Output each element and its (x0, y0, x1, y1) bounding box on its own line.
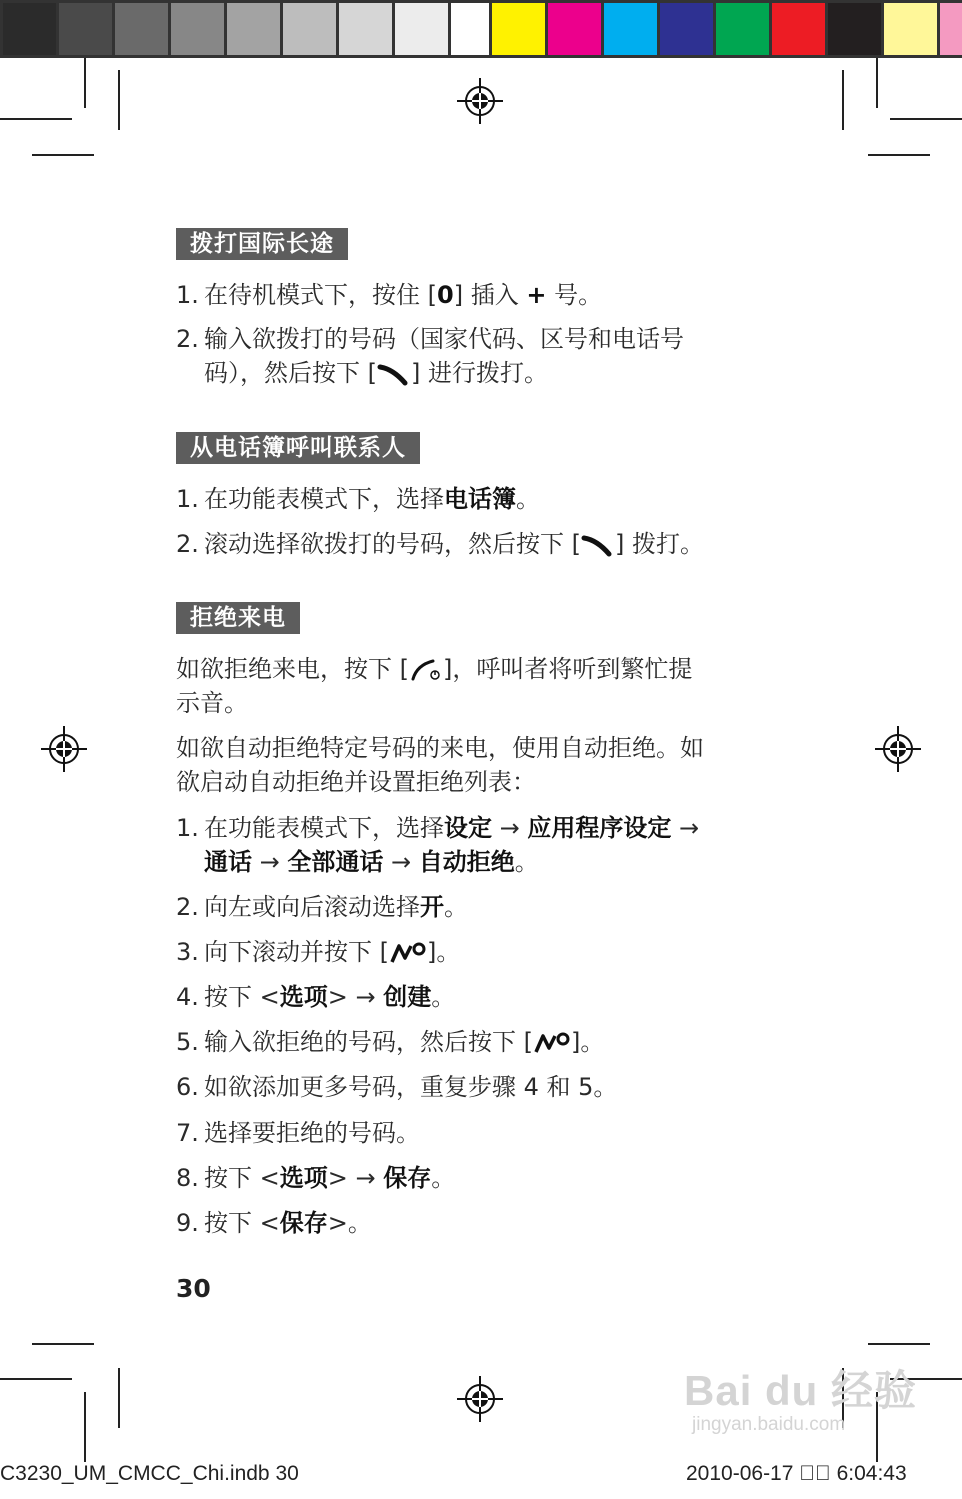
crop-mark (890, 118, 962, 120)
step-number: 7. (176, 1119, 199, 1147)
registration-mark-icon (875, 726, 921, 772)
step-text: 在待机模式下，按住 [ (204, 281, 437, 309)
step-number: 3. (176, 938, 199, 966)
step-text: 码），然后按下 [ (204, 359, 377, 387)
step-text: 号。 (546, 281, 603, 309)
step-text: 在功能表模式下，选择 (204, 814, 444, 842)
color-swatch (884, 0, 940, 58)
step-number: 2. (176, 530, 199, 558)
color-swatch (283, 0, 339, 58)
step-text: 。 (514, 848, 539, 876)
color-swatch (115, 0, 171, 58)
list-item (176, 1161, 455, 1195)
color-swatch (339, 0, 395, 58)
step-number: 2. (176, 893, 199, 921)
crop-mark (0, 118, 72, 120)
step-number: 1. (176, 814, 199, 842)
color-swatch (59, 0, 115, 58)
arrow-text: → (492, 814, 528, 842)
registration-mark-icon (41, 726, 87, 772)
grayscale-color-bar (0, 0, 507, 58)
crop-mark (84, 58, 86, 108)
list-item (176, 322, 684, 356)
section-title-international-call: 拨打国际长途 (176, 228, 348, 260)
step-text: 。 (431, 983, 456, 1011)
crop-mark (118, 70, 120, 130)
crop-mark (118, 1368, 120, 1428)
color-swatch (548, 0, 604, 58)
color-swatch (716, 0, 772, 58)
list-item (176, 890, 468, 924)
menu-item-label: 设定 (444, 814, 492, 842)
arrow-text: → (383, 848, 419, 876)
menu-item-label: 开 (420, 893, 444, 921)
step-text: 按下 < (204, 1164, 280, 1192)
color-swatch (227, 0, 283, 58)
step-text: 。 (431, 1164, 456, 1192)
step-text: 。 (444, 893, 468, 921)
page-number: 30 (176, 1274, 211, 1303)
crop-mark (842, 70, 844, 130)
step-text: 在功能表模式下，选择 (204, 485, 444, 513)
color-swatch (772, 0, 828, 58)
step-number: 9. (176, 1209, 199, 1237)
step-text: 向左或向后滚动选择 (204, 893, 420, 921)
call-key-icon (377, 361, 411, 387)
color-swatch (604, 0, 660, 58)
color-swatch (940, 0, 962, 58)
step-number: 2. (176, 325, 199, 353)
step-text: >。 (327, 1209, 372, 1237)
paragraph-line: 如欲自动拒绝特定号码的来电，使用自动拒绝。如 (176, 734, 704, 762)
step-text: 按下 < (204, 1209, 280, 1237)
color-swatch (395, 0, 451, 58)
color-swatch (660, 0, 716, 58)
crop-mark (0, 1378, 72, 1380)
section-title-call-from-phonebook: 从电话簿呼叫联系人 (176, 432, 420, 464)
list-item (176, 1070, 617, 1104)
menu-item-label: 应用程序设定 (527, 814, 672, 842)
step-text: 输入欲拨打的号码（国家代码、区号和电话号 (204, 325, 684, 353)
step-text: 向下滚动并按下 [ (204, 938, 389, 966)
paragraph-line: 示音。 (176, 689, 248, 717)
plus-sign: + (526, 281, 547, 309)
footer-timestamp: 2010-06-17 ￿￿ 6:04:43 (686, 1462, 907, 1485)
step-number: 8. (176, 1164, 199, 1192)
menu-item-label: 创建 (383, 983, 432, 1011)
step-number: 1. (176, 281, 199, 309)
list-item-continuation (204, 356, 548, 390)
list-item (176, 1116, 420, 1150)
crop-mark (84, 1392, 86, 1462)
step-text: ] 进行拨打。 (411, 359, 548, 387)
step-text: > → (327, 983, 384, 1011)
paragraph-text: ]，呼叫者将听到繁忙提 (443, 655, 693, 683)
paragraph-line (176, 652, 692, 686)
step-text: 按下 < (204, 983, 280, 1011)
color-swatch (828, 0, 884, 58)
softkey-label: 选项 (279, 1164, 328, 1192)
baidu-watermark (684, 1358, 917, 1436)
color-swatch (489, 0, 548, 58)
crop-mark (32, 1343, 94, 1345)
step-number: 6. (176, 1073, 199, 1101)
step-text: ]。 (571, 1028, 605, 1056)
section-title-reject-call: 拒绝来电 (176, 602, 300, 634)
paragraph-text: 如欲拒绝来电，按下 [ (176, 655, 409, 683)
list-item (176, 1025, 604, 1059)
step-text: 。 (516, 485, 540, 513)
list-item-continuation (204, 845, 539, 879)
list-item (176, 935, 460, 969)
list-item (176, 811, 699, 845)
step-text: 选择要拒绝的号码。 (204, 1119, 420, 1147)
crop-mark (868, 154, 930, 156)
menu-item-label: 通话 (204, 848, 252, 876)
step-text: ] 拨打。 (615, 530, 704, 558)
list-item (176, 278, 602, 312)
softkey-label: 选项 (279, 983, 328, 1011)
softkey-label: 保存 (279, 1209, 328, 1237)
menu-item-label: 自动拒绝 (418, 848, 515, 876)
menu-item-label: 保存 (383, 1164, 432, 1192)
menu-item-label: 电话簿 (444, 485, 516, 513)
step-number: 4. (176, 983, 199, 1011)
step-text: 滚动选择欲拨打的号码，然后按下 [ (204, 530, 581, 558)
step-text: 输入欲拒绝的号码，然后按下 [ (204, 1028, 533, 1056)
color-swatch (0, 0, 59, 58)
step-number: 1. (176, 485, 199, 513)
step-text: 如欲添加更多号码，重复步骤 4 和 5。 (204, 1073, 618, 1101)
arrow-text: → (252, 848, 288, 876)
list-item (176, 980, 455, 1014)
list-item (176, 482, 540, 516)
footer-file-info: C3230_UM_CMCC_Chi.indb 30 (0, 1462, 299, 1485)
process-color-bar (489, 0, 962, 58)
arrow-text: → (671, 814, 700, 842)
color-swatch (171, 0, 227, 58)
watermark-url: jingyan.baidu.com (692, 1414, 846, 1435)
confirm-key-icon (389, 940, 427, 966)
registration-mark-icon (457, 1376, 503, 1422)
watermark-logo-text: Bai du 经验 (684, 1367, 918, 1414)
crop-mark (876, 58, 878, 108)
call-key-icon (581, 532, 615, 558)
crop-mark (868, 1343, 930, 1345)
crop-mark (32, 154, 94, 156)
step-text: ]。 (427, 938, 461, 966)
registration-mark-icon (457, 78, 503, 124)
menu-item-label: 全部通话 (287, 848, 384, 876)
step-text: > → (327, 1164, 384, 1192)
key-label: 0 (437, 281, 454, 309)
list-item (176, 1206, 372, 1240)
paragraph-line: 欲启动自动拒绝并设置拒绝列表： (176, 768, 536, 796)
step-number: 5. (176, 1028, 199, 1056)
end-key-icon (409, 657, 443, 683)
list-item (176, 527, 704, 561)
confirm-key-icon (533, 1030, 571, 1056)
step-text: ] 插入 (453, 281, 527, 309)
